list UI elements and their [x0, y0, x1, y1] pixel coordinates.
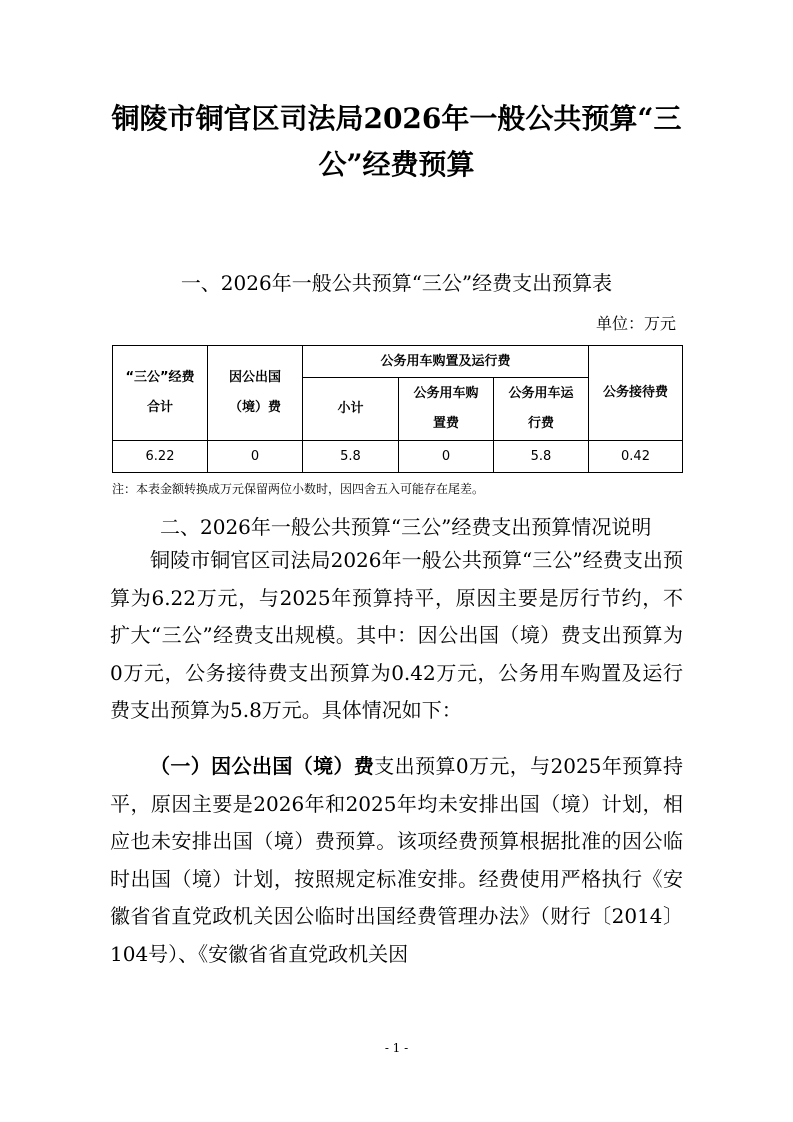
table-note: 注：本表金额转换成万元保留两位小数时，因四舍五入可能存在尾差。	[112, 482, 485, 496]
paragraph-abroad-lead: （一）因公出国（境）费	[150, 754, 375, 778]
header-vehicle-subtotal: 小计	[303, 378, 399, 441]
cell-total: 6.22	[113, 441, 208, 473]
header-vehicle-purchase: 公务用车购置费	[399, 378, 494, 441]
section-heading-explanation: 二、2026年一般公共预算“三公”经费支出预算情况说明	[160, 515, 652, 539]
header-reception: 公务接待费	[589, 346, 683, 441]
page-number: - 1 -	[384, 1041, 409, 1055]
header-vehicle-operation: 公务用车运行费	[494, 378, 589, 441]
document-title: 铜陵市铜官区司法局2026年一般公共预算“三公”经费预算	[111, 102, 682, 181]
paragraph-abroad	[110, 748, 683, 974]
cell-vehicle-operation: 5.8	[494, 441, 589, 473]
table-row	[113, 441, 683, 473]
three-public-budget-table	[112, 345, 683, 473]
paragraph-abroad-body: 支出预算0万元，与2025年预算持平，原因主要是2026年和2025年均未安排出国（境）计划，相应也未安排出国（境）费预算。该项经费预算根据批准的因公临时出国（境）计划，按照规定标准安排。经费使用严格执行《安徽省省直党政机关因公临时出国经费管理办法》（财行〔2014〕104号）、《安徽省省直党政机关因	[110, 754, 683, 966]
cell-vehicle-purchase: 0	[399, 441, 494, 473]
unit-label: 单位：万元	[595, 314, 676, 333]
cell-vehicle-subtotal: 5.8	[303, 441, 399, 473]
paragraph-summary: 铜陵市铜官区司法局2026年一般公共预算“三公”经费支出预算为6.22万元，与2025年预算持平，原因主要是厉行节约，不扩大“三公”经费支出规模。其中：因公出国（境）费支出预算为0万元，公务接待费支出预算为0.42万元，公务用车购置及运行费支出预算为5.8万元。具体情况如下：	[110, 548, 683, 723]
cell-abroad: 0	[208, 441, 303, 473]
cell-reception: 0.42	[589, 441, 683, 473]
header-abroad: 因公出国（境）费	[208, 346, 303, 441]
header-total: “三公”经费合计	[113, 346, 208, 441]
header-vehicle-group: 公务用车购置及运行费	[303, 346, 589, 378]
section-heading-budget-table: 一、2026年一般公共预算“三公”经费支出预算表	[180, 271, 613, 295]
table-header-row	[113, 346, 683, 378]
